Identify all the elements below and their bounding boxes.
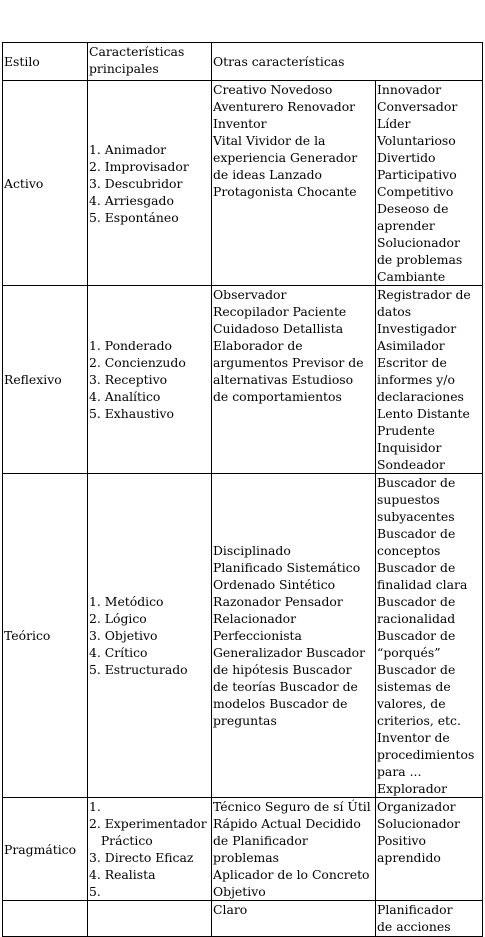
other-a-cell: Claro: [212, 901, 376, 937]
style-cell: [3, 901, 88, 937]
main-cell: [88, 798, 212, 901]
table-row: [3, 474, 483, 798]
list-item: 3. Directo Eficaz: [89, 850, 194, 865]
style-cell: Pragmático: [3, 798, 88, 901]
other-a-cell: Observador Recopilador Paciente Cuidadoso Detallista Elaborador de argumentos Previsor de alternativas Estudioso de comportamientos: [212, 286, 376, 474]
main-cell: [88, 81, 212, 286]
list-item: 1. Metódico: [89, 594, 164, 609]
header-main: Características principales: [88, 43, 212, 81]
other-a-cell: Técnico Seguro de sí Útil Rápido Actual Decidido de Planificador problemas Aplicador de lo Concreto Objetivo: [212, 798, 376, 901]
other-b-cell: Registrador de datos Investigador Asimilador Escritor de informes y/o declaraciones Lento Distante Prudente Inquisidor Sondeador: [376, 286, 483, 474]
other-b-cell: Organizador Solucionador Positivo aprendido: [376, 798, 483, 901]
list-item: 5. Espontáneo: [89, 209, 179, 225]
header-style: Estilo: [3, 43, 88, 81]
list-item: 4. Realista: [89, 867, 156, 882]
list-item: Práctico: [89, 833, 153, 848]
list-item: 2. Concienzudo: [89, 355, 186, 370]
list-item: 4. Arriesgado: [89, 192, 174, 208]
list-item: 2. Improvisador: [89, 158, 189, 174]
style-cell: Teórico: [3, 474, 88, 798]
main-cell: [88, 901, 212, 937]
table-row: [3, 81, 483, 286]
style-cell: Reflexivo: [3, 286, 88, 474]
list-item: 5. Estructurado: [89, 662, 188, 677]
header-row: [3, 43, 483, 81]
list-item: 1.: [89, 799, 101, 814]
list-item: 4. Crítico: [89, 645, 148, 660]
main-list: [89, 593, 210, 678]
list-item: 5. Exhaustivo: [89, 406, 174, 421]
styles-table: [2, 42, 483, 937]
other-a-cell: Disciplinado Planificado Sistemático Ordenado Sintético Razonador Pensador Relacionador Perfeccionista Generalizador Buscador de hipótesis Buscador de teorías Buscador de modelos Buscador de preguntas: [212, 474, 376, 798]
main-list: [89, 337, 210, 422]
list-item: 3. Descubridor: [89, 175, 183, 191]
table-row: [3, 901, 483, 937]
other-b-cell: Innovador Conversador Líder Voluntarioso Divertido Participativo Competitivo Deseoso de aprender Solucionador de problemas Cambiante: [376, 81, 483, 286]
main-cell: [88, 286, 212, 474]
list-item: 5.: [89, 884, 101, 899]
list-item: 2. Lógico: [89, 611, 147, 626]
style-cell: Activo: [3, 81, 88, 286]
main-cell: [88, 474, 212, 798]
list-item: 2. Experimentador: [89, 816, 207, 831]
header-other: Otras características: [212, 43, 483, 81]
list-item: 1. Animador: [89, 141, 167, 157]
list-item: 3. Objetivo: [89, 628, 158, 643]
table-row: [3, 798, 483, 901]
main-list: [89, 141, 210, 226]
main-list: [89, 798, 210, 900]
table-row: [3, 286, 483, 474]
other-b-cell: Buscador de supuestos subyacentes Buscador de conceptos Buscador de finalidad clara Buscador de racionalidad Buscador de “porqués” Buscador de sistemas de valores, de criterios, etc. Inventor de procedimientos para ... Explorador: [376, 474, 483, 798]
list-item: 1. Ponderado: [89, 338, 173, 353]
other-a-cell: Creativo Novedoso Aventurero Renovador Inventor Vital Vividor de la experiencia Generador de ideas Lanzado Protagonista Chocante: [212, 81, 376, 286]
other-b-cell: Planificador de acciones: [376, 901, 483, 937]
list-item: 3. Receptivo: [89, 372, 168, 387]
list-item: 4. Analítico: [89, 389, 161, 404]
